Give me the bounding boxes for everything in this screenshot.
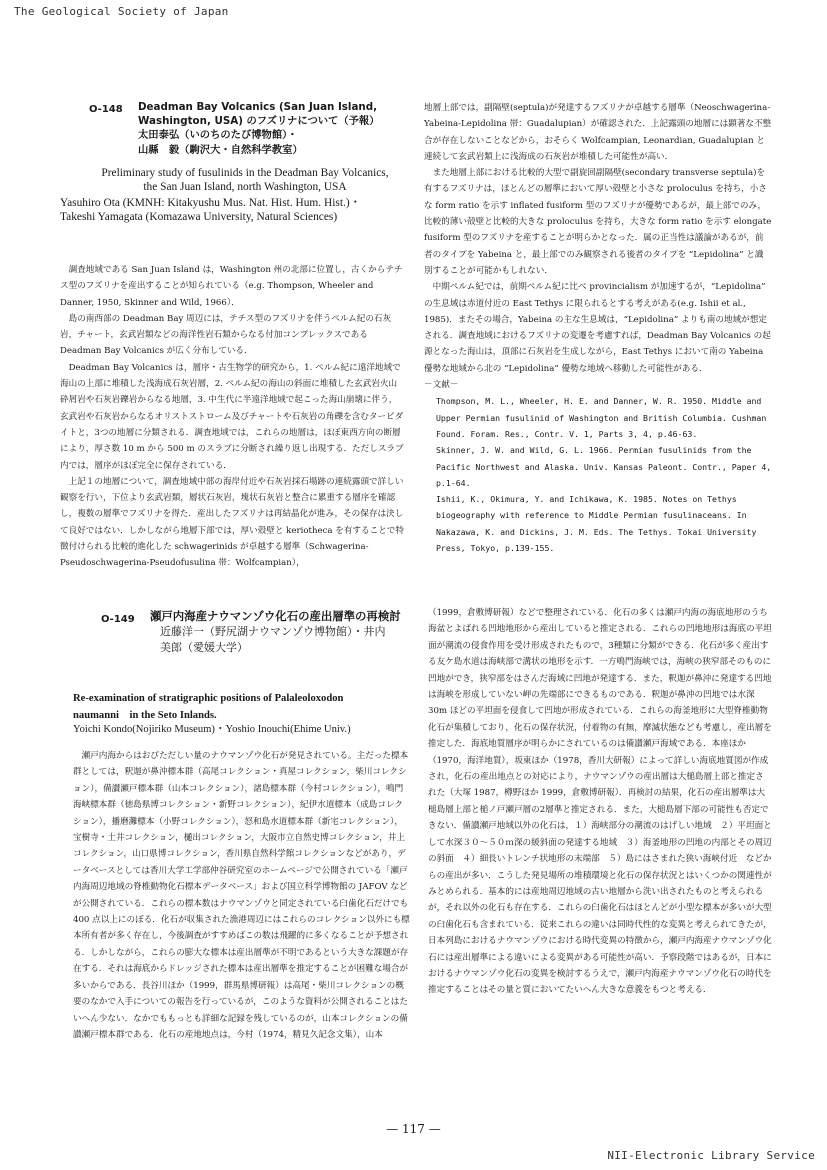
reference-item: Thompson, M. L., Wheeler, H. E. and Danner, W. R. 1950. Middle and Upper Permian fusulinid of Washington and British Columbia. Cushman Found. Foram. Res., Contr. V. 1, Parts 3, 4, p.46-63. (436, 396, 767, 439)
references-heading: －文献－ (424, 380, 459, 391)
english-authors: Yoichi Kondo(Nojiriko Museum)・Yoshio Inouchi(Ehime Univ.) (73, 724, 351, 735)
paragraph: 瀬戸内海からはおびただしい量のナウマンゾウ化石が発見されている。主だった標本群としては，釈迦が鼻沖標本群（高尾コレクション・真屋コレクション，柴川コレクション），備讃瀬戸標本群（山本コレクション），諸島標本群（今村コレクション），鳴門海峡標本群（徳島県博コレクション・新野コレクション），紀伊水道標本（成島コレクション），播磨灘標本（小野コレクション），怒和島水道標本群（新宅コレクション），宝樹寺・土井コレクション，樋出コレクション，大阪市立自然史博コレクション，井上コレクション，山口県博コレクション，香川県自然科学館コレクションなどがあり，データベースとしては香川大学工学部仲谷研究室のホームページで公開されている「瀬戸内海周辺地域の脊椎動物化石標本データベース」および国立科学博物館の JAFOV などが公開されている．これらの標本数はナウマンゾウと同定されている臼歯化石だけでも 400 点以上にのぼる．化石が収集された漁港周辺にはこれらのコレクション以外にも標本所有者が多く存在し，今後調査がすすめばこの数は飛躍的に多くなることが予想される．しかしながら，これらの膨大な標本は産出層準が不明であるという大きな課題が存在する．それは海底からドレッジされた標本は産出層準を推定することが困難な場合が多いからである．長谷川ほか（1999，群馬県博研報）は高尾・柴川コレクションの概要のなかで入手についての報告を行っているが，このような資料が公開されることはたいへん少ない．なかでももっとも詳細な記録を残しているのが，山本コレクションの備讃瀬戸標本群である．化石の産地地点は，今村（1974，精見久記念文集），山本 (73, 751, 410, 1040)
paragraph: 地層上部では，副隔壁(septula)が発達するフズリナが卓越する層準（Neoschwagerina-Yabeina-Lepidolina 帯：Guadalupian）が確認された．上記露頭の地層には顕著な不整合が存在しないことなどから，おそらく Wolfcampian, Leonardian, Guadalupian と連続して玄武岩類上に浅海成の石灰岩が堆積した可能性が高い． (424, 103, 772, 162)
page-number: — 117 — (386, 1122, 441, 1136)
abstract-body-right (424, 100, 772, 556)
abstract-number: O-148 (89, 104, 123, 115)
reference-item: Skinner, J. W. and Wild, G. L. 1966. Permian fusulinids from the Pacific Northwest and Alaska. Univ. Kansas Paleont. Contr., Paper 4, p.1-64. (436, 445, 772, 488)
abstract-number: O-149 (101, 614, 135, 625)
paragraph: （1999，倉敷博研報）などで整理されている．化石の多くは瀬戸内海の海底地形のうち海盆とよばれる凹地地形から産出していると推定される．これらの凹地地形は海底の平坦面が潮流の侵食作用を受け形成されたもので，3種類に分類ができる．化石が多く産出する友ケ島水道は海峡部で溝状の地形を示す．一方鳴門海峡では，海峡の狭窄部そのものに凹地ができ，狭窄部をはさんだ海域に凹地が発達する．また，釈迦が鼻沖に発達する凹地は海峡を形成していない岬の先端部にできるものである．釈迦が鼻沖の凹地では水深30m ほどの平坦面を侵食して凹地が形成されている．これらの海釜地形に大型脊椎動物化石が集積しており，化石の保存状況，付着物の有無，摩滅状態なども考慮し，産出層を推定した．海底地質層序が明らかにされているのは備讃瀬戸海域である．本座ほか（1970，海洋地質），坂東ほか（1978，香川大研報）によって詳しい海底地質図が作成され，化石の産出地点との対応により，ナウマンゾウの産出層は大槌島層上部と推定された（大塚 1987，樽野ほか 1999，倉敷博研報）．再検討の結果，化石の産出層準は大槌島層上部と槌ノ戸瀬戸層の2層準と推定される．また，大槌島層下部の可能性も否定できない．備讃瀬戸地域以外の化石は，１）海峡部分の潮流のはげしい地域 ２）平坦面として水深３０～５０ｍ深の緩斜面の発達する地域 ３）海釜地形の凹地の内部とその周辺の斜面 ４）細長いトレンチ状地形の末端部 ５）島にはさまれた狭い海峡付近 などからの産出が多い．こうした発見場所の堆積環境と化石の保存状況とはいくつかの関連性がみとめられる．基本的には産地周辺地域の古い地層から洗い出されたものと考えられるが，それ以外の化石も存在する．これらの臼歯化石はほとんどが小型な標本が多いが大型の臼歯化石も含まれている．従来これらの違いは同時代性的な変異と考えられてきたが，日本列島におけるナウマンゾウにおける時代変異の特徴から，瀬戸内海産ナウマンゾウ化石には産出層準による違いによる変異がある可能性が高い．予察段階ではあるが，日本におけるナウマンゾウ化石の変異を検討するうえで，瀬戸内海産ナウマンゾウ化石の時代を推定することはその量と質においてたいへん大きな意義をもつと考える． (428, 608, 772, 996)
abstract-title: 瀬戸内海産ナウマンゾウ化石の産出層準の再検討 (150, 609, 401, 623)
paragraph: 島の南西部の Deadman Bay 周辺には，テチス型のフズリナを伴うペルム紀の石灰岩，チャート，玄武岩類などの海洋性岩石類からなる付加コンプレックスである Deadman Bay Volcanics が広く分布している． (60, 313, 392, 357)
english-title: Preliminary study of fusulinids in the Deadman Bay Volcanics, the San Juan Island, north Washington, USA (101, 167, 389, 193)
english-authors: Yasuhiro Ota (KMNH: Kitakyushu Mus. Nat. Hist. Hum. Hist.)・ Takeshi Yamagata (Komazawa University, Natural Sciences) (60, 197, 362, 223)
abstract-authors: 近藤洋一（野尻湖ナウマンゾウ博物館）・井内 美郎（愛媛大学） (160, 625, 386, 654)
abstract-title: Deadman Bay Volcanics (San Juan Island, Washington, USA) のフズリナについて（予報） 太田泰弘（いのちのたび博物館）・ 山縣 毅（駒沢大・自然科学教室） (138, 101, 380, 156)
reference-item: Ishii, K., Okimura, Y. and Ichikawa, K. 1985. Notes on Tethys biogeography with reference to Middle Permian fusulinaceans. In Nakazawa, K. and Dickins, J. M. Eds. The Tethys. Tokai University Press, Tokyo, p.139-155. (436, 494, 757, 554)
english-title: Re-examination of stratigraphic positions of Palaleoloxodon naumanni in the Seto Inlands. (73, 693, 344, 721)
paragraph: 中期ペルム紀では，前期ペルム紀に比べ provincialism が加速するが，“Lepidolina” の生息域は赤道付近の East Tethys に限られるとする考えがある(e.g. Ishii et al., 1985)．またその場合，Yabeina の主な生息域は，“Lepidolina” よりも南の地域が想定される．調査地域におけるフズリナの変遷を考慮すれば，Deadman Bay Volcanics の起源となった海山は，頂部に石灰岩を生成しながら，East Tethys において南の Yabeina 優勢な地域から北の “Lepidolina” 優勢な地域へ移動した可能性がある． (424, 282, 771, 374)
abstract-body-left (73, 748, 411, 1043)
library-service-footer: NII-Electronic Library Service (607, 1149, 815, 1162)
society-header: The Geological Society of Japan (14, 5, 229, 18)
abstract-body-right (428, 605, 772, 999)
paragraph: 上記１の地層について，調査地域中部の海岸付近や石灰岩採石場跡の連続露頭で詳しい観察を行い，下位より玄武岩類，層状石灰岩，塊状石灰岩と整合に累重する層序を確認し，複数の層準でフズリナを得た．産出したフズリナは再結晶化が進み，その保存は決して良好ではない．しかしながら地層下部では，厚い殻壁と keriotheca を有することで特徴付けられる比較的進化した schwagerinids が卓越する層準（Schwagerina-Pseudoschwagerina-Pseudofusulina 帯：Wolfcampian）， (60, 476, 404, 569)
paragraph: また地層上部における比較的大型で副旋回副隔壁(secondary transverse septula)を有するフズリナは，ほとんどの層準において厚い殻壁と小さな proloculus を持ち，小さな form ratio を示す inflated fusiform 型のフズリナが優勢であるが，最上部でのみ，比較的薄い殻壁と比較的大きな proloculus を持ち，大きな form ratio を示す elongate fusiform 型のフズリナを産することが明らかとなった．属の正当性は議論があるが，前者のタイプを Yabeina と，最上部でのみ観察される後者のタイプを “Lepidolina” と識別することが可能かもしれない． (424, 168, 772, 276)
paragraph: 調査地域である San Juan Island は，Washington 州の北部に位置し，古くからテチス型のフズリナを産出することが知られている（e.g. Thompson, Wheeler and Danner, 1950, Skinner and Wild, 1966）． (60, 265, 403, 308)
abstract-body-left (60, 262, 405, 572)
paragraph: Deadman Bay Volcanics は，層序・古生物学的研究から，1. ペルム紀に遠洋地域で海山の上部に堆積した浅海成石灰岩層，2. ペルム紀の海山の斜面に堆積した玄武岩火山砕屑岩や石灰岩礫岩からなる地層，3. 中生代に半遠洋地域で起こった海山崩壊に伴う，玄武岩や石灰岩からなるオリストストローム及びチャートや石灰岩の角礫を含むタービダイトと，3つの地層に分類される．調査地域では，これらの地層は，ほぼ東西方向の断層により，厚さ数 10 m から 500 m のスラブに分断され繰り返し出現する．ただしスラブ内では，層序がほぼ完全に保存されている． (60, 362, 404, 471)
